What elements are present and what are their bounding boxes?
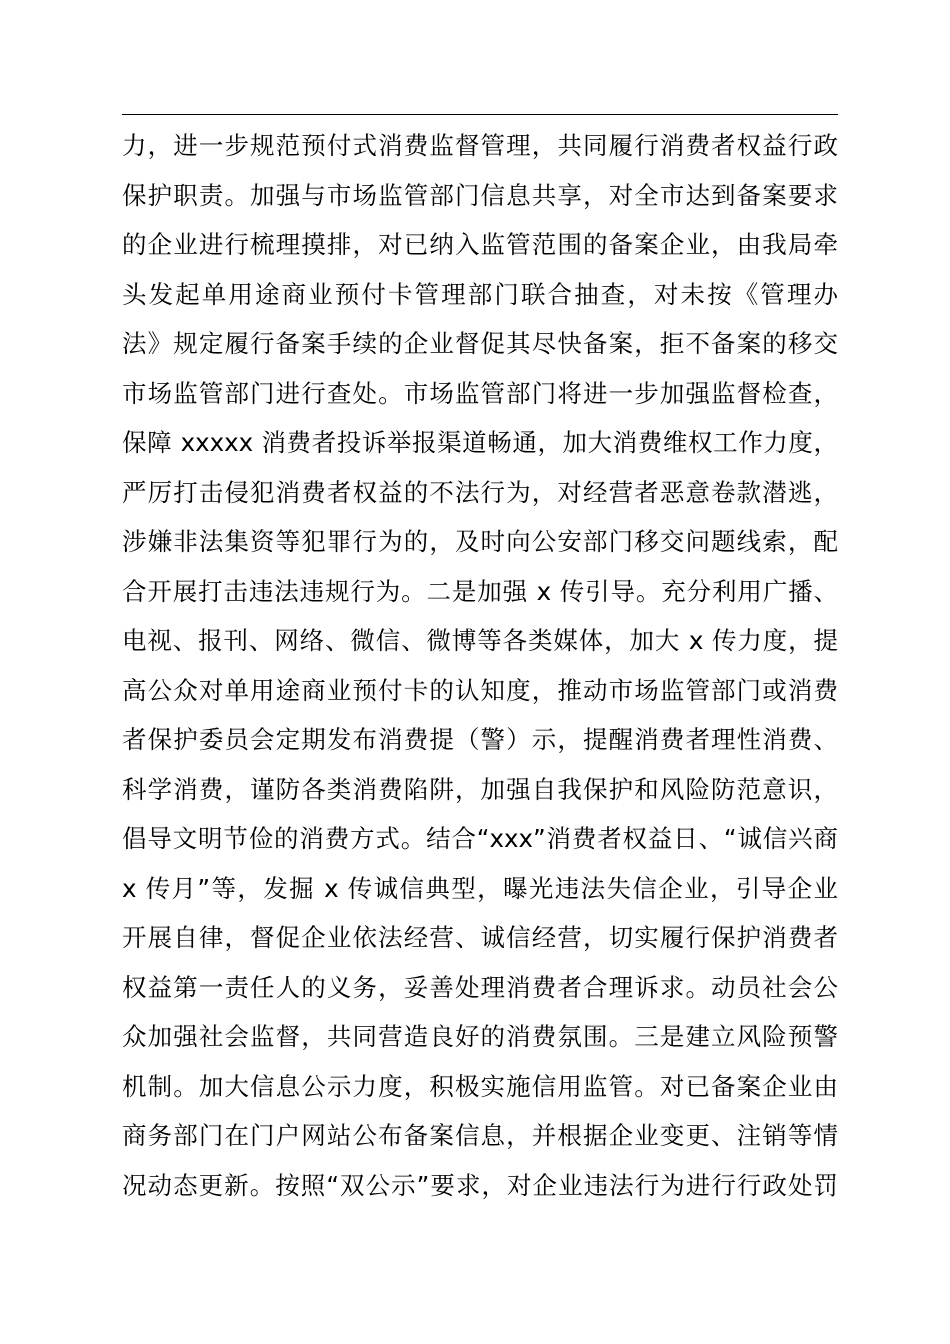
text-line: 众加强社会监督，共同营造良好的消费氛围。三是建立风险预警 bbox=[122, 1022, 838, 1051]
text-line: 权益第一责任人的义务，妥善处理消费者合理诉求。动员社会公 bbox=[122, 972, 838, 1002]
text-line: 的企业进行梳理摸排，对已纳入监管范围的备案企业，由我局牵 bbox=[122, 230, 838, 259]
text-line: 市场监管部门进行查处。市场监管部门将进一步加强监督检查， bbox=[122, 378, 838, 408]
text-line: 商务部门在门户网站公布备案信息，并根据企业变更、注销等情 bbox=[122, 1121, 838, 1150]
text-line: 况动态更新。按照“双公示”要求，对企业违法行为进行行政处罚 bbox=[122, 1170, 838, 1200]
text-line: x 传月”等，发掘 x 传诚信典型，曝光违法失信企业，引导企业 bbox=[122, 873, 838, 903]
text-line: 头发起单用途商业预付卡管理部门联合抽查，对未按《管理办 bbox=[122, 279, 838, 309]
text-line: 者保护委员会定期发布消费提（警）示，提醒消费者理性消费、 bbox=[122, 725, 838, 754]
body-paragraph bbox=[122, 121, 838, 1210]
text-line: 合开展打击违法违规行为。二是加强 x 传引导。充分利用广播、 bbox=[122, 576, 838, 606]
text-line: 机制。加大信息公示力度，积极实施信用监管。对已备案企业由 bbox=[122, 1071, 838, 1101]
text-line: 法》规定履行备案手续的企业督促其尽快备案，拒不备案的移交 bbox=[122, 329, 838, 358]
text-line: 力，进一步规范预付式消费监督管理，共同履行消费者权益行政 bbox=[122, 131, 838, 160]
text-line: 倡导文明节俭的消费方式。结合“xxx”消费者权益日、“诚信兴商 bbox=[122, 824, 838, 853]
text-line: 保障 xxxxx 消费者投诉举报渠道畅通，加大消费维权工作力度， bbox=[122, 428, 838, 457]
header-rule bbox=[122, 114, 838, 115]
text-line: 科学消费，谨防各类消费陷阱，加强自我保护和风险防范意识， bbox=[122, 774, 838, 804]
text-line: 保护职责。加强与市场监管部门信息共享，对全市达到备案要求 bbox=[122, 180, 838, 210]
text-line: 开展自律，督促企业依法经营、诚信经营，切实履行保护消费者 bbox=[122, 923, 838, 952]
text-line: 严厉打击侵犯消费者权益的不法行为，对经营者恶意卷款潜逃， bbox=[122, 477, 838, 507]
text-line: 高公众对单用途商业预付卡的认知度，推动市场监管部门或消费 bbox=[122, 675, 838, 705]
text-line: 涉嫌非法集资等犯罪行为的，及时向公安部门移交问题线索，配 bbox=[122, 527, 838, 556]
text-line: 电视、报刊、网络、微信、微博等各类媒体，加大 x 传力度，提 bbox=[122, 626, 838, 655]
